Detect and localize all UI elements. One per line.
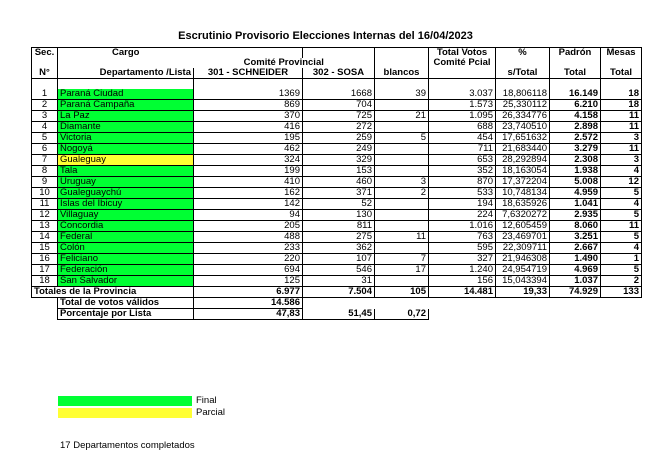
row-padron: 1.490 [550, 254, 601, 265]
row-padron: 4.158 [550, 111, 601, 122]
row-total-votos: 156 [429, 276, 496, 287]
row-mesas: 4 [601, 199, 642, 210]
row-blancos: 11 [375, 232, 429, 243]
row-lista-302: 107 [303, 254, 375, 265]
totals-label: Totales de la Provincia [32, 287, 194, 298]
row-padron: 1.938 [550, 166, 601, 177]
legend-partial-swatch [58, 408, 192, 418]
row-blancos [375, 221, 429, 232]
row-number: 13 [32, 221, 58, 232]
header-total-votos: Total Votos [429, 48, 496, 59]
row-departamento: Gualeguay [58, 155, 194, 166]
row-lista-301: 199 [194, 166, 303, 177]
totals-blancos: 105 [375, 287, 429, 298]
header-mesas-total: Total [601, 68, 642, 79]
row-pct: 22,309711 [496, 243, 550, 254]
row-padron: 3.251 [550, 232, 601, 243]
row-lista-302: 546 [303, 265, 375, 276]
table-row [32, 254, 642, 265]
row-mesas: 18 [601, 89, 642, 100]
row-mesas: 11 [601, 111, 642, 122]
row-pct: 18,163054 [496, 166, 550, 177]
row-mesas: 5 [601, 210, 642, 221]
row-blancos: 17 [375, 265, 429, 276]
table-row [32, 89, 642, 100]
validos-value: 14.586 [194, 298, 303, 309]
row-padron: 5.008 [550, 177, 601, 188]
row-padron: 4.959 [550, 188, 601, 199]
row-padron: 1.041 [550, 199, 601, 210]
table-row [32, 210, 642, 221]
row-mesas: 5 [601, 265, 642, 276]
row-number: 11 [32, 199, 58, 210]
table-row [32, 232, 642, 243]
row-total-votos: 1.016 [429, 221, 496, 232]
row-lista-301: 416 [194, 122, 303, 133]
row-mesas: 2 [601, 276, 642, 287]
table-row [32, 155, 642, 166]
row-blancos: 3 [375, 177, 429, 188]
row-lista-301: 233 [194, 243, 303, 254]
row-pct: 21,946308 [496, 254, 550, 265]
totals-total-votos: 14.481 [429, 287, 496, 298]
row-number: 3 [32, 111, 58, 122]
row-pct: 28,292894 [496, 155, 550, 166]
row-blancos: 5 [375, 133, 429, 144]
row-lista-301: 162 [194, 188, 303, 199]
row-blancos [375, 210, 429, 221]
row-blancos [375, 144, 429, 155]
row-departamento: Federación [58, 265, 194, 276]
header-lista-301: 301 - SCHNEIDER [194, 68, 303, 79]
row-padron: 4.969 [550, 265, 601, 276]
row-number: 5 [32, 133, 58, 144]
row-number: 8 [32, 166, 58, 177]
row-lista-302: 52 [303, 199, 375, 210]
row-blancos [375, 276, 429, 287]
row-departamento: Federal [58, 232, 194, 243]
row-departamento: Islas del Ibicuy [58, 199, 194, 210]
footer-note: 17 Departamentos completados [60, 440, 195, 451]
row-padron: 8.060 [550, 221, 601, 232]
row-total-votos: 1.240 [429, 265, 496, 276]
row-departamento: Uruguay [58, 177, 194, 188]
row-departamento: Feliciano [58, 254, 194, 265]
table-row [32, 221, 642, 232]
row-departamento: Colón [58, 243, 194, 254]
row-lista-301: 142 [194, 199, 303, 210]
row-padron: 2.935 [550, 210, 601, 221]
row-pct: 18,806118 [496, 89, 550, 100]
row-pct: 23,469701 [496, 232, 550, 243]
header-comite: Comité Provincial [194, 58, 375, 68]
row-mesas: 1 [601, 254, 642, 265]
header-pct: % [496, 48, 550, 59]
table-row [32, 199, 642, 210]
header-s-total: s/Total [496, 68, 550, 79]
table-row [32, 122, 642, 133]
row-mesas: 11 [601, 144, 642, 155]
porcentaje-blancos: 0,72 [375, 309, 429, 320]
row-mesas: 4 [601, 243, 642, 254]
row-total-votos: 653 [429, 155, 496, 166]
row-lista-302: 362 [303, 243, 375, 254]
header-cargo: Cargo [58, 48, 194, 59]
row-number: 1 [32, 89, 58, 100]
row-lista-302: 1668 [303, 89, 375, 100]
row-mesas: 5 [601, 232, 642, 243]
row-pct: 25,330112 [496, 100, 550, 111]
row-number: 16 [32, 254, 58, 265]
header-padron-total: Total [550, 68, 601, 79]
row-number: 15 [32, 243, 58, 254]
row-lista-302: 259 [303, 133, 375, 144]
row-pct: 17,651632 [496, 133, 550, 144]
table-row [32, 243, 642, 254]
totals-padron: 74.929 [550, 287, 601, 298]
header-depto-lista: Departamento /Lista [58, 68, 194, 79]
row-total-votos: 870 [429, 177, 496, 188]
row-total-votos: 194 [429, 199, 496, 210]
row-pct: 23,740510 [496, 122, 550, 133]
validos-label: Total de votos válidos [58, 298, 194, 309]
row-padron: 2.572 [550, 133, 601, 144]
header-sec: Sec. [32, 48, 58, 59]
row-departamento: Tala [58, 166, 194, 177]
header-mesas: Mesas [601, 48, 642, 59]
row-departamento: Diamante [58, 122, 194, 133]
totals-lista-302: 7.504 [303, 287, 375, 298]
row-lista-301: 694 [194, 265, 303, 276]
row-number: 18 [32, 276, 58, 287]
header-blancos: blancos [375, 68, 429, 79]
row-pct: 21,683440 [496, 144, 550, 155]
row-blancos: 21 [375, 111, 429, 122]
row-total-votos: 595 [429, 243, 496, 254]
totals-mesas: 133 [601, 287, 642, 298]
row-lista-302: 460 [303, 177, 375, 188]
row-lista-302: 371 [303, 188, 375, 199]
totals-lista-301: 6.977 [194, 287, 303, 298]
row-departamento: Concordia [58, 221, 194, 232]
legend-final-label: Final [196, 395, 217, 406]
row-lista-301: 125 [194, 276, 303, 287]
row-lista-301: 488 [194, 232, 303, 243]
header-padron: Padrón [550, 48, 601, 59]
row-total-votos: 327 [429, 254, 496, 265]
row-total-votos: 711 [429, 144, 496, 155]
row-pct: 10,748134 [496, 188, 550, 199]
row-lista-301: 1369 [194, 89, 303, 100]
table-row [32, 276, 642, 287]
row-pct: 15,043394 [496, 276, 550, 287]
row-lista-301: 324 [194, 155, 303, 166]
page-title: Escrutinio Provisorio Elecciones Internas del 16/04/2023 [178, 30, 473, 42]
row-pct: 17,372204 [496, 177, 550, 188]
row-lista-301: 205 [194, 221, 303, 232]
row-lista-302: 725 [303, 111, 375, 122]
table-row [32, 188, 642, 199]
row-padron: 2.898 [550, 122, 601, 133]
header-lista-302: 302 - SOSA [303, 68, 375, 79]
row-total-votos: 688 [429, 122, 496, 133]
row-blancos: 7 [375, 254, 429, 265]
row-lista-301: 94 [194, 210, 303, 221]
table-row [32, 166, 642, 177]
row-total-votos: 1.573 [429, 100, 496, 111]
row-departamento: Victoria [58, 133, 194, 144]
row-number: 9 [32, 177, 58, 188]
row-number: 17 [32, 265, 58, 276]
row-lista-302: 329 [303, 155, 375, 166]
row-padron: 6.210 [550, 100, 601, 111]
row-lista-302: 704 [303, 100, 375, 111]
row-lista-302: 130 [303, 210, 375, 221]
table-row [32, 133, 642, 144]
row-number: 6 [32, 144, 58, 155]
totals-pct: 19,33 [496, 287, 550, 298]
row-blancos [375, 155, 429, 166]
row-lista-302: 249 [303, 144, 375, 155]
row-mesas: 12 [601, 177, 642, 188]
row-lista-301: 410 [194, 177, 303, 188]
row-number: 2 [32, 100, 58, 111]
row-blancos [375, 100, 429, 111]
row-lista-301: 370 [194, 111, 303, 122]
row-mesas: 4 [601, 166, 642, 177]
row-padron: 3.279 [550, 144, 601, 155]
row-lista-302: 272 [303, 122, 375, 133]
row-total-votos: 1.095 [429, 111, 496, 122]
row-total-votos: 224 [429, 210, 496, 221]
row-departamento: Paraná Campaña [58, 100, 194, 111]
row-pct: 12,605459 [496, 221, 550, 232]
row-padron: 16.149 [550, 89, 601, 100]
row-mesas: 3 [601, 155, 642, 166]
row-mesas: 5 [601, 188, 642, 199]
row-lista-302: 275 [303, 232, 375, 243]
header-comite-pcial: Comité Pcial [429, 58, 496, 68]
row-total-votos: 454 [429, 133, 496, 144]
row-departamento: Paraná Ciudad [58, 89, 194, 100]
row-lista-301: 195 [194, 133, 303, 144]
row-total-votos: 533 [429, 188, 496, 199]
row-lista-302: 31 [303, 276, 375, 287]
row-pct: 7,6320272 [496, 210, 550, 221]
row-blancos [375, 166, 429, 177]
row-mesas: 11 [601, 221, 642, 232]
row-lista-301: 869 [194, 100, 303, 111]
header-num: N° [32, 68, 58, 79]
row-pct: 26,334776 [496, 111, 550, 122]
row-padron: 2.308 [550, 155, 601, 166]
row-departamento: Gualeguaychú [58, 188, 194, 199]
row-number: 14 [32, 232, 58, 243]
row-number: 10 [32, 188, 58, 199]
results-table [31, 47, 642, 320]
row-number: 12 [32, 210, 58, 221]
row-pct: 18,635926 [496, 199, 550, 210]
row-lista-302: 811 [303, 221, 375, 232]
porcentaje-lista-302: 51,45 [303, 309, 375, 320]
row-lista-301: 462 [194, 144, 303, 155]
row-number: 7 [32, 155, 58, 166]
table-row [32, 144, 642, 155]
row-lista-301: 220 [194, 254, 303, 265]
row-total-votos: 763 [429, 232, 496, 243]
row-lista-302: 153 [303, 166, 375, 177]
table-row [32, 111, 642, 122]
legend-partial-label: Parcial [196, 407, 226, 418]
row-blancos [375, 122, 429, 133]
row-total-votos: 3.037 [429, 89, 496, 100]
row-number: 4 [32, 122, 58, 133]
row-blancos [375, 243, 429, 254]
row-mesas: 3 [601, 133, 642, 144]
row-departamento: Nogoyá [58, 144, 194, 155]
legend-final-swatch [58, 396, 192, 406]
table-row [32, 265, 642, 276]
row-departamento: Villaguay [58, 210, 194, 221]
row-mesas: 11 [601, 122, 642, 133]
row-departamento: La Paz [58, 111, 194, 122]
table-row [32, 100, 642, 111]
row-padron: 1.037 [550, 276, 601, 287]
row-departamento: San Salvador [58, 276, 194, 287]
row-total-votos: 352 [429, 166, 496, 177]
row-blancos: 2 [375, 188, 429, 199]
row-pct: 24,954719 [496, 265, 550, 276]
row-blancos: 39 [375, 89, 429, 100]
row-mesas: 18 [601, 100, 642, 111]
table-row [32, 177, 642, 188]
row-blancos [375, 199, 429, 210]
porcentaje-lista-301: 47,83 [194, 309, 303, 320]
row-padron: 2.667 [550, 243, 601, 254]
porcentaje-label: Porcentaje por Lista [58, 309, 194, 320]
